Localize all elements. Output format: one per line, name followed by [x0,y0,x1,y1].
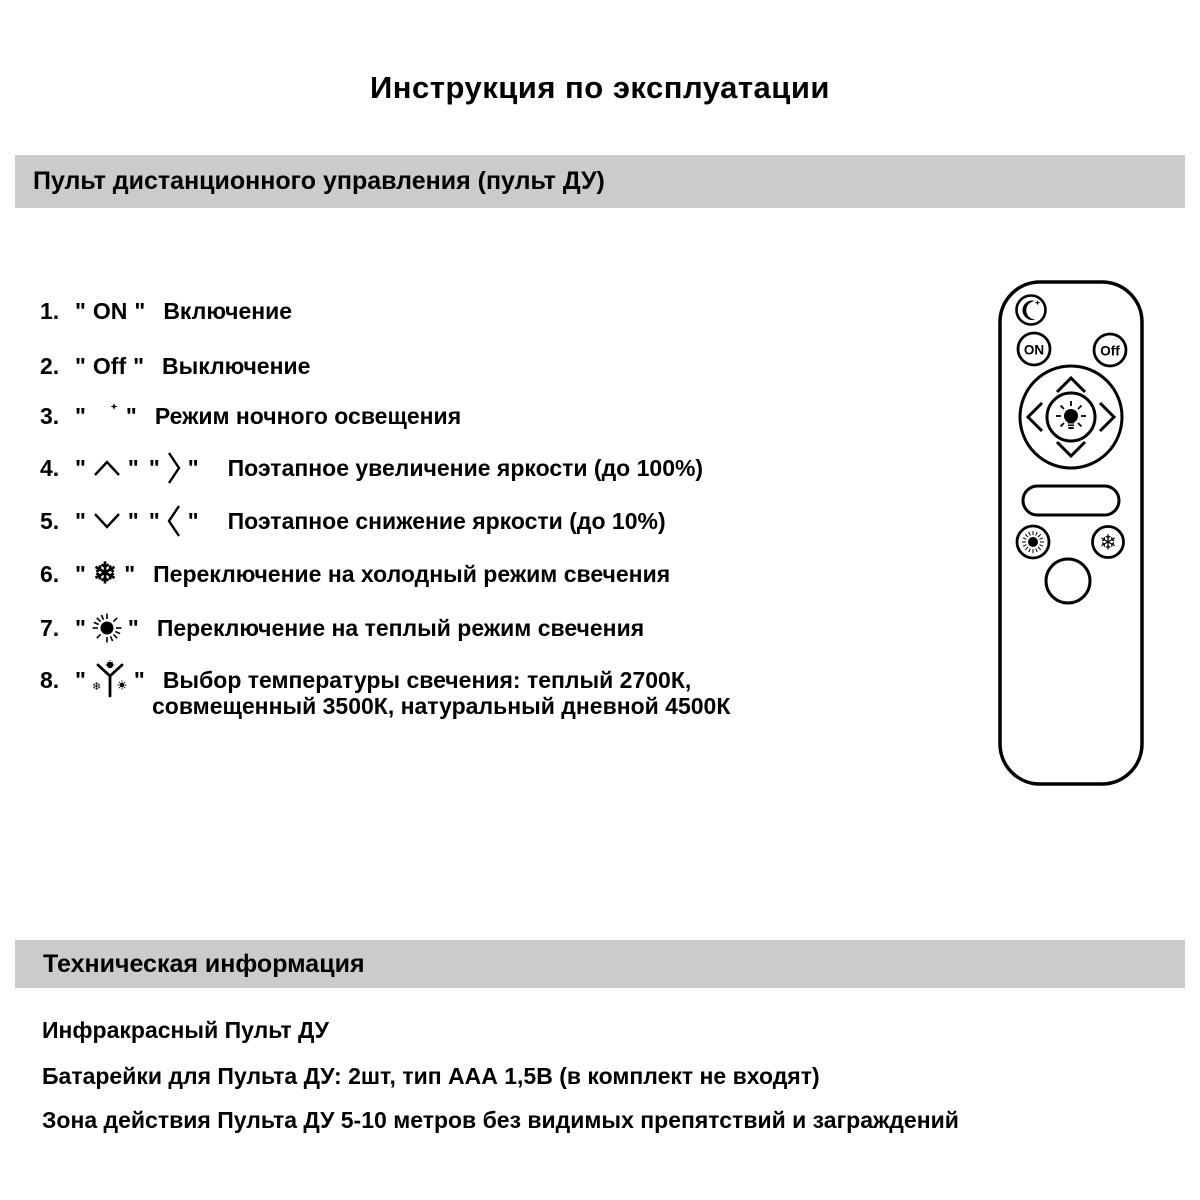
list-item-warm-mode [40,611,644,645]
close-quote: " [187,507,199,534]
svg-text:❄: ❄ [91,680,102,693]
list-item-cold-mode [40,557,670,591]
chevron-up-icon [91,458,123,478]
close-quote: " [127,454,139,481]
section-header-tech-label: Техническая информация [43,949,365,978]
section-header-remote [15,155,1185,208]
open-quote: " [148,454,160,481]
open-quote: " [75,297,86,324]
chevron-left-icon [165,502,183,540]
remote-control-illustration [997,279,1145,789]
item-text: Поэтапное увеличение яркости (до 100%) [227,454,704,481]
close-quote: " [187,454,199,481]
item-text-continued: совмещенный 3500К, натуральный дневной 4500К [152,693,731,719]
item-number: 2. [40,352,60,379]
sun-icon [91,612,123,644]
item-number: 5. [40,507,60,534]
open-quote: " [75,507,86,534]
chevron-down-icon [91,511,123,531]
close-quote: " [134,297,146,324]
item-number: 6. [40,560,60,587]
item-text: Поэтапное снижение яркости (до 10%) [227,507,666,534]
list-item-night-mode [40,399,461,433]
item-text: Выбор температуры свечения: теплый 2700К, [162,666,692,693]
item-text: Переключение на теплый режим свечения [156,614,645,641]
off-key-label: Off [92,352,127,379]
temperature-select-icon [91,659,129,701]
close-quote: " [133,352,145,379]
open-quote: " [75,666,86,693]
open-quote: " [148,507,160,534]
chevron-right-icon [165,449,183,487]
section-header-tech [15,940,1185,988]
tech-info-line: Батарейки для Пульта ДУ: 2шт, тип ААА 1,5В (в комплект не входят) [42,1063,820,1089]
on-key-label: ON [92,297,128,324]
page-title: Инструкция по эксплуатации [370,70,830,105]
crescent-moon-icon [91,401,121,431]
list-item-temperature-select [40,663,691,697]
open-quote: " [75,454,86,481]
list-item-brightness-down [40,504,666,538]
snowflake-icon: ❄ [1099,530,1117,555]
sun-icon [1022,531,1044,553]
item-text: Выключение [162,352,311,379]
item-number: 1. [40,297,60,324]
item-text: Переключение на холодный режим свечения [153,560,671,587]
list-item-on [40,294,292,328]
item-text: Режим ночного освещения [154,402,462,429]
tech-info-line: Инфракрасный Пульт ДУ [42,1017,329,1043]
list-item-off [40,349,310,383]
section-header-remote-label: Пульт дистанционного управления (пульт ДУ) [33,167,605,195]
off-button-label: Off [1100,343,1120,359]
open-quote: " [75,402,86,429]
item-number: 3. [40,402,60,429]
close-quote: " [124,560,136,587]
item-text: Включение [163,297,293,324]
item-number: 8. [40,666,60,693]
close-quote: " [125,402,137,429]
item-number: 7. [40,614,60,641]
close-quote: " [127,614,139,641]
close-quote: " [133,666,145,693]
list-item-brightness-up [40,451,703,485]
open-quote: " [75,614,86,641]
snowflake-icon: ❄ [92,557,118,590]
item-number: 4. [40,454,60,481]
open-quote: " [75,352,86,379]
tech-info-line: Зона действия Пульта ДУ 5-10 метров без видимых препятствий и заграждений [42,1107,959,1133]
open-quote: " [75,560,86,587]
close-quote: " [127,507,139,534]
on-button-label: ON [1023,342,1045,358]
